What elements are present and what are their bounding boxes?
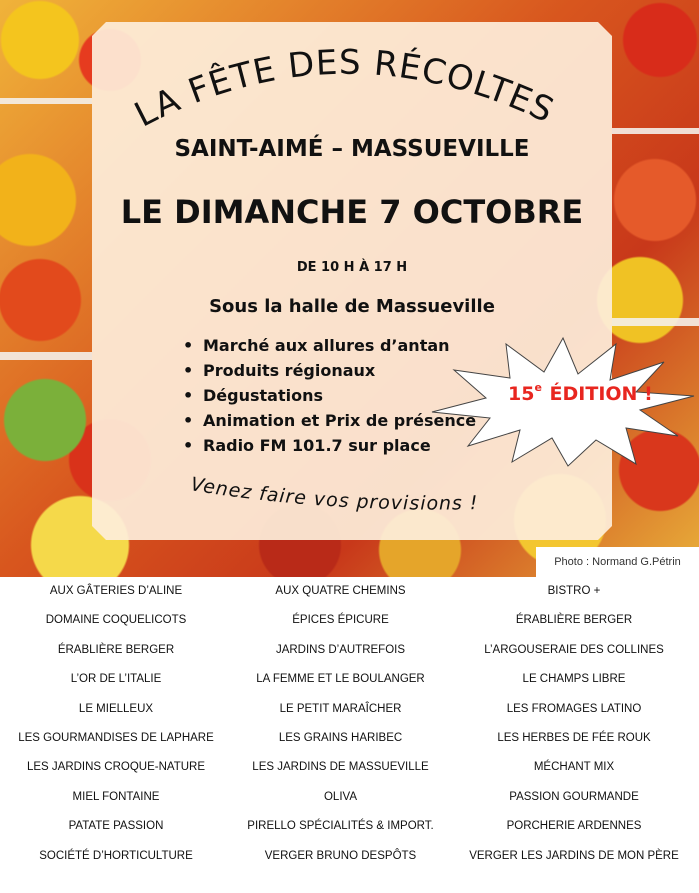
poster-title xyxy=(100,40,600,150)
vendor-name: MIEL FONTAINE xyxy=(72,790,160,803)
vendor-name: DOMAINE COQUELICOTS xyxy=(45,614,187,627)
event-date: LE DIMANCHE 7 OCTOBRE xyxy=(120,193,584,231)
vendor-name: L’OR DE L’ITALIE xyxy=(70,673,162,686)
event-hours: DE 10 H À 17 H xyxy=(296,260,408,275)
feature-item: • Animation et Prix de présence xyxy=(183,408,476,433)
vendor-name: L’ARGOUSERAIE DES COLLINES xyxy=(484,643,664,656)
svg-text:LA FÊTE DES RÉCOLTES: LA FÊTE DES RÉCOLTES xyxy=(128,42,561,136)
vendor-name: SOCIÉTÉ D’HORTICULTURE xyxy=(39,849,193,862)
crate-edge xyxy=(612,318,699,326)
vendor-name: AUX GÂTERIES D’ALINE xyxy=(49,585,183,597)
vendor-name: PORCHERIE ARDENNES xyxy=(506,820,642,833)
edition-label: ÉDITION ! xyxy=(549,383,653,405)
vendor-name: LES GRAINS HARIBEC xyxy=(278,731,403,744)
feature-item: • Produits régionaux xyxy=(183,358,476,383)
edition-superscript: e xyxy=(534,381,542,394)
vendor-name: LES GOURMANDISES DE LAPHARE xyxy=(18,731,214,744)
vendor-name: LE PETIT MARAÎCHER xyxy=(279,702,402,715)
vendor-name: PIRELLO SPÉCIALITÉS & IMPORT. xyxy=(247,820,434,833)
vendor-name: JARDINS D’AUTREFOIS xyxy=(275,643,406,656)
vendor-name: LES HERBES DE FÉE ROUK xyxy=(497,731,651,744)
vendor-name: LES JARDINS CROQUE-NATURE xyxy=(26,761,206,774)
vendor-name: LE MIELLEUX xyxy=(78,702,154,715)
edition-number: 15 xyxy=(508,383,535,405)
vendor-name: LES FROMAGES LATINO xyxy=(506,702,642,715)
vendor-name: PATATE PASSION xyxy=(68,820,164,833)
vendor-name: ÉRABLIÈRE BERGER xyxy=(515,614,633,627)
vendor-name: VERGER BRUNO DESPÔTS xyxy=(264,849,417,862)
vendor-name: LES JARDINS DE MASSUEVILLE xyxy=(252,761,429,774)
vendor-name: PASSION GOURMANDE xyxy=(509,790,639,803)
vendor-name: BISTRO + xyxy=(547,585,601,597)
feature-item: • Dégustations xyxy=(183,383,476,408)
event-venue: Sous la halle de Massueville xyxy=(209,296,495,317)
vendor-name: LA FEMME ET LE BOULANGER xyxy=(256,673,425,686)
edition-badge-text xyxy=(508,381,653,405)
crate-edge xyxy=(0,352,92,360)
photo-credit: Photo : Normand G.Pétrin xyxy=(536,547,699,577)
crate-edge xyxy=(0,98,92,104)
vendor-name: VERGER LES JARDINS DE MON PÈRE xyxy=(469,849,679,862)
vendor-name: ÉRABLIÈRE BERGER xyxy=(57,643,175,656)
vendor-name: LE CHAMPS LIBRE xyxy=(522,673,626,686)
feature-item: • Radio FM 101.7 sur place xyxy=(183,433,476,458)
feature-item: • Marché aux allures d’antan xyxy=(183,333,476,358)
vendor-name: AUX QUATRE CHEMINS xyxy=(275,585,406,597)
vendor-name: MÉCHANT MIX xyxy=(533,761,615,774)
vendor-name: ÉPICES ÉPICURE xyxy=(292,614,389,627)
vendor-list xyxy=(0,577,699,893)
crate-edge xyxy=(612,128,699,134)
svg-text:Venez faire vos provisions !: Venez faire vos provisions ! xyxy=(189,473,479,515)
vendor-name: OLIVA xyxy=(323,790,358,803)
tagline xyxy=(180,470,520,530)
city-name: SAINT-AIMÉ – MASSUEVILLE xyxy=(174,136,530,162)
